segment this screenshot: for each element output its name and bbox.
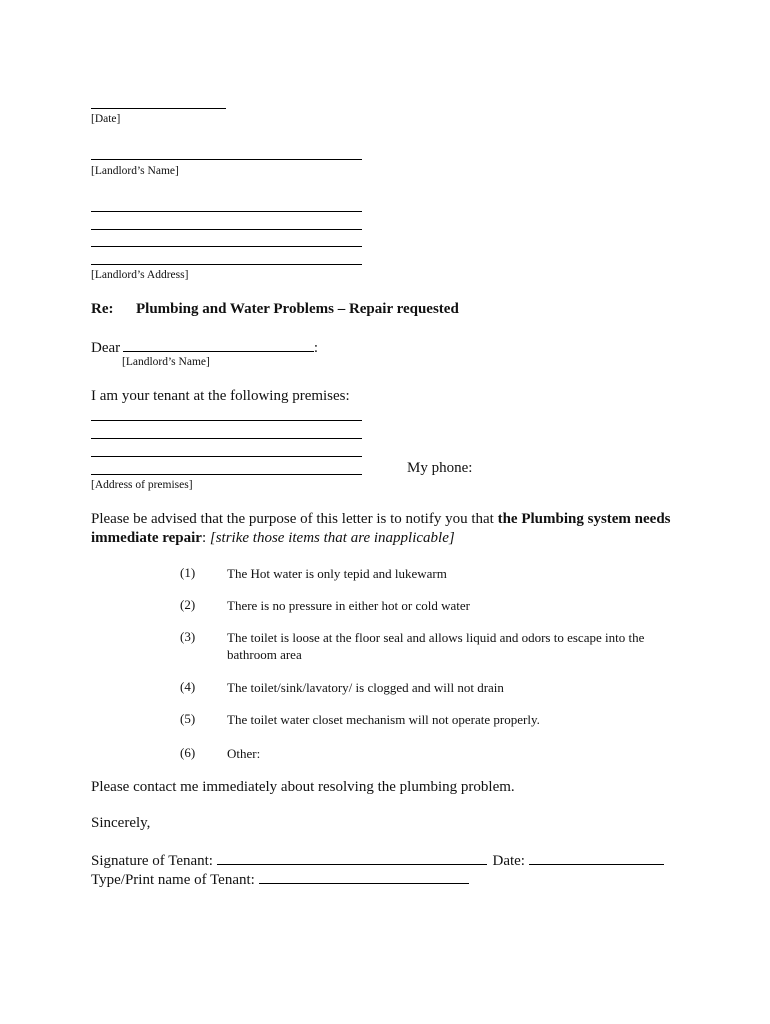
item-2-text: There is no pressure in either hot or cold water xyxy=(227,598,470,613)
date-field-label: Date: xyxy=(492,853,525,869)
item-5-text: The toilet water closet mechanism will not operate properly. xyxy=(227,712,540,727)
date-label: [Date] xyxy=(91,113,121,125)
signature-row xyxy=(91,850,664,870)
sincerely: Sincerely, xyxy=(91,815,151,831)
signature-label: Signature of Tenant: xyxy=(91,853,213,869)
print-name-label: Type/Print name of Tenant: xyxy=(91,872,255,888)
notice-bold: the Plumbing system needs immediate repair xyxy=(91,511,671,546)
item-6-text: Other: xyxy=(227,746,261,761)
date-line[interactable] xyxy=(91,108,226,109)
dear-colon: : xyxy=(313,340,319,356)
signature-line[interactable] xyxy=(217,850,487,865)
phone-label: My phone: xyxy=(407,460,473,476)
landlord-address-line-3[interactable] xyxy=(91,246,362,247)
dear-name-line[interactable] xyxy=(123,337,314,352)
salutation xyxy=(91,337,318,357)
landlord-name-label: [Landlord’s Name] xyxy=(91,165,179,177)
re-subject: Plumbing and Water Problems – Repair requested xyxy=(136,301,459,317)
notice-sep: : xyxy=(201,530,210,546)
dear-text: Dear xyxy=(91,340,121,356)
item-3-number: (3) xyxy=(180,629,196,644)
landlord-address-label: [Landlord’s Address] xyxy=(91,269,189,281)
notice-paragraph xyxy=(91,510,691,548)
notice-italic: [strike those items that are inapplicable] xyxy=(209,530,455,546)
tenant-intro: I am your tenant at the following premises: xyxy=(91,388,350,404)
dear-name-label: [Landlord’s Name] xyxy=(122,356,210,368)
premises-line-1[interactable] xyxy=(91,420,362,421)
notice-intro: Please be advised that the purpose of this letter is to notify you that xyxy=(91,511,498,527)
premises-line-2[interactable] xyxy=(91,438,362,439)
landlord-address-line-4[interactable] xyxy=(91,264,362,265)
re-prefix: Re: xyxy=(91,301,114,317)
print-name-line[interactable] xyxy=(259,869,469,884)
item-1-number: (1) xyxy=(180,565,196,580)
item-6-number: (6) xyxy=(180,745,196,760)
landlord-name-line[interactable] xyxy=(91,159,362,160)
closing-request: Please contact me immediately about resolving the plumbing problem. xyxy=(91,779,515,795)
landlord-address-line-1[interactable] xyxy=(91,211,362,212)
landlord-address-line-2[interactable] xyxy=(91,229,362,230)
print-name-row xyxy=(91,869,469,889)
premises-line-4[interactable] xyxy=(91,474,362,475)
item-2-number: (2) xyxy=(180,597,196,612)
premises-label: [Address of premises] xyxy=(91,479,193,491)
item-5-number: (5) xyxy=(180,711,196,726)
date-field-line[interactable] xyxy=(529,850,664,865)
item-3-text: The toilet is loose at the floor seal and allows liquid and odors to escape into the bathroom area xyxy=(227,630,645,662)
item-4-number: (4) xyxy=(180,679,196,694)
premises-line-3[interactable] xyxy=(91,456,362,457)
item-4-text: The toilet/sink/lavatory/ is clogged and will not drain xyxy=(227,680,504,695)
item-1-text: The Hot water is only tepid and lukewarm xyxy=(227,566,447,581)
